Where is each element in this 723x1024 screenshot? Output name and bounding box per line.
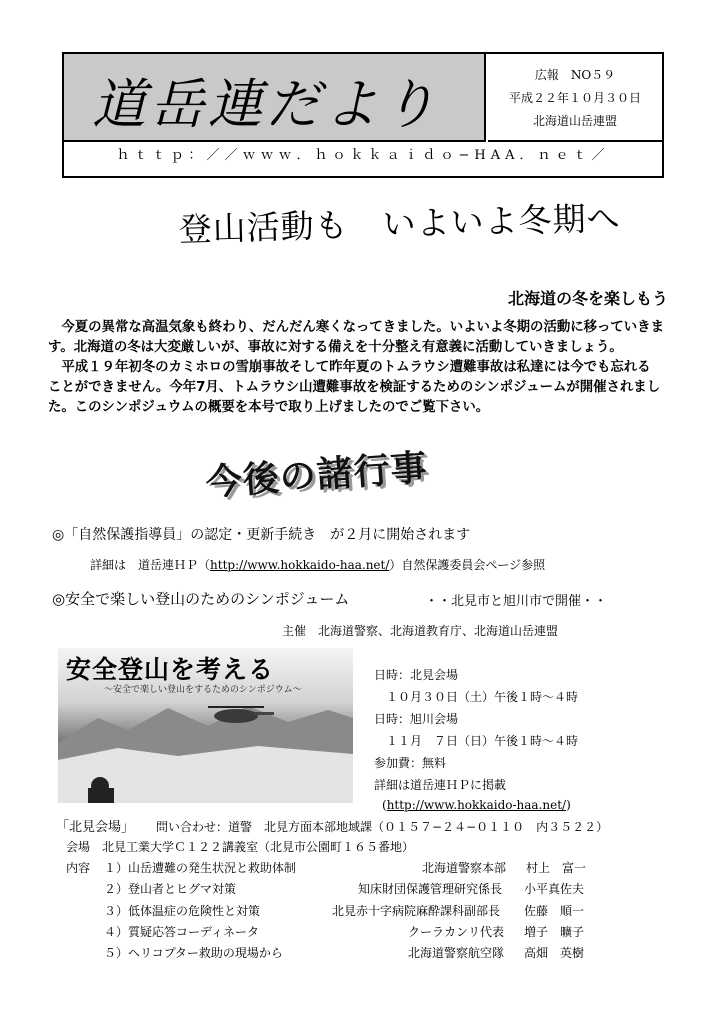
publisher: 北海道山岳連盟 xyxy=(532,114,617,128)
content-label: 内容 xyxy=(66,861,91,875)
intro-line: す。北海道の冬は大変厳しいが、事故に対する備えを十分整え有意義に活動していきましょう。 xyxy=(48,340,623,355)
issue-info xyxy=(488,54,662,142)
kitami-venue: 会場 北見工業大学Ｃ１２２講義室（北見市公園町１６５番地） xyxy=(66,840,415,854)
kitami-label: 「北見会場」 xyxy=(56,820,135,835)
program-topic: １）山岳遭難の発生状況と救助体制 xyxy=(104,861,297,875)
poster-title: 安全登山を考える xyxy=(66,655,275,684)
masthead-url[interactable]: ｈｔｔｐ：／／ｗｗｗ．ｈｏｋｋａｉｄｏ−HAA．ｎｅｔ／ xyxy=(116,148,610,163)
issue-date: 平成２２年１０月３０日 xyxy=(508,91,641,105)
schedule-line: 詳細は道岳連ＨＰに掲載 xyxy=(374,778,507,792)
intro-line: 平成１９年初冬のカミホロの雪崩事故そして昨年夏のトムラウシ遭難事故は私達には今でも忘れる xyxy=(48,360,651,375)
masthead-title-box xyxy=(64,54,486,142)
intro-line: ことができません。今年7月、トムラウシ山遭難事故を検証するためのシンポジュームが開催されまし xyxy=(48,380,661,395)
masthead xyxy=(62,52,664,178)
kitami-contact: 問い合わせ：道警 北見方面本部地域課（０１５７−２４−０１１０ 内３５２２） xyxy=(156,820,609,834)
program-speaker: 小平真佐夫 xyxy=(524,882,585,896)
schedule-link[interactable]: http://www.hokkaido-haa.net/ xyxy=(386,798,567,812)
item1-detail: 詳細は 道岳連ＨＰ（http://www.hokkaido-haa.net/）自然保護委員会ページ参照 xyxy=(90,558,546,572)
issue-number: 広報 NO５９ xyxy=(534,68,616,82)
intro-line: 今夏の異常な高温気象も終わり、だんだん寒くなってきました。いよいよ冬期の活動に移っていきま xyxy=(48,320,664,335)
sponsor: 主催 北海道警察、北海道教育庁、北海道山岳連盟 xyxy=(282,624,559,638)
mountain-helicopter-image xyxy=(58,648,353,803)
item2-note: ・・北見市と旭川市で開催・・ xyxy=(425,594,608,609)
program-org: 知床財団保護管理研究係長 xyxy=(358,882,503,896)
program-topic: ３）低体温症の危険性と対策 xyxy=(104,904,261,918)
item1-link[interactable]: http://www.hokkaido-haa.net/ xyxy=(210,558,390,572)
schedule-line: 日時：旭川会場 xyxy=(374,712,459,726)
program-topic: ２）登山者とヒグマ対策 xyxy=(104,882,237,896)
program-speaker: 佐藤 順一 xyxy=(524,904,585,918)
newsletter-title: 道岳連だより xyxy=(92,73,440,136)
program-org: 北海道警察本部 xyxy=(422,861,507,875)
item1-heading: ◎「自然保護指導員」の認定・更新手続き が２月に開始されます xyxy=(52,527,471,543)
schedule-line: １１月 ７日（日）午後１時〜４時 xyxy=(374,734,579,748)
program-speaker: 村上 富一 xyxy=(526,861,587,875)
program-org: 北海道警察航空隊 xyxy=(408,946,505,960)
program-speaker: 高畑 英樹 xyxy=(524,946,585,960)
poster-subtitle: 〜安全で楽しい登山をするためのシンポジウム〜 xyxy=(104,685,302,695)
schedule-line: 参加費：無料 xyxy=(374,756,447,770)
intro-line: た。このシンポジュウムの概要を本号で取り上げましたのでご覧下さい。 xyxy=(48,400,490,415)
program-org: 北見赤十字病院麻酔課科副部長 xyxy=(332,904,501,918)
schedule-line: 日時：北見会場 xyxy=(374,668,459,682)
schedule-link-wrap: (http://www.hokkaido-haa.net/) xyxy=(382,798,571,812)
schedule-line: １０月３０日（土）午後１時〜４時 xyxy=(374,690,579,704)
item2-heading: ◎安全で楽しい登山のためのシンポジューム xyxy=(52,590,350,608)
subheadline: 北海道の冬を楽しもう xyxy=(507,289,668,308)
program-topic: ５）ヘリコプター救助の現場から xyxy=(104,946,283,960)
poster-photo xyxy=(58,648,353,803)
program-topic: ４）質疑応答コーディネータ xyxy=(104,925,260,939)
headline: 登山活動も いよいよ冬期へ xyxy=(178,198,622,249)
events-title: 今後の諸行事 xyxy=(204,447,429,504)
program-org: クーラカンリ代表 xyxy=(408,925,505,939)
program-speaker: 増子 曠子 xyxy=(524,925,585,939)
